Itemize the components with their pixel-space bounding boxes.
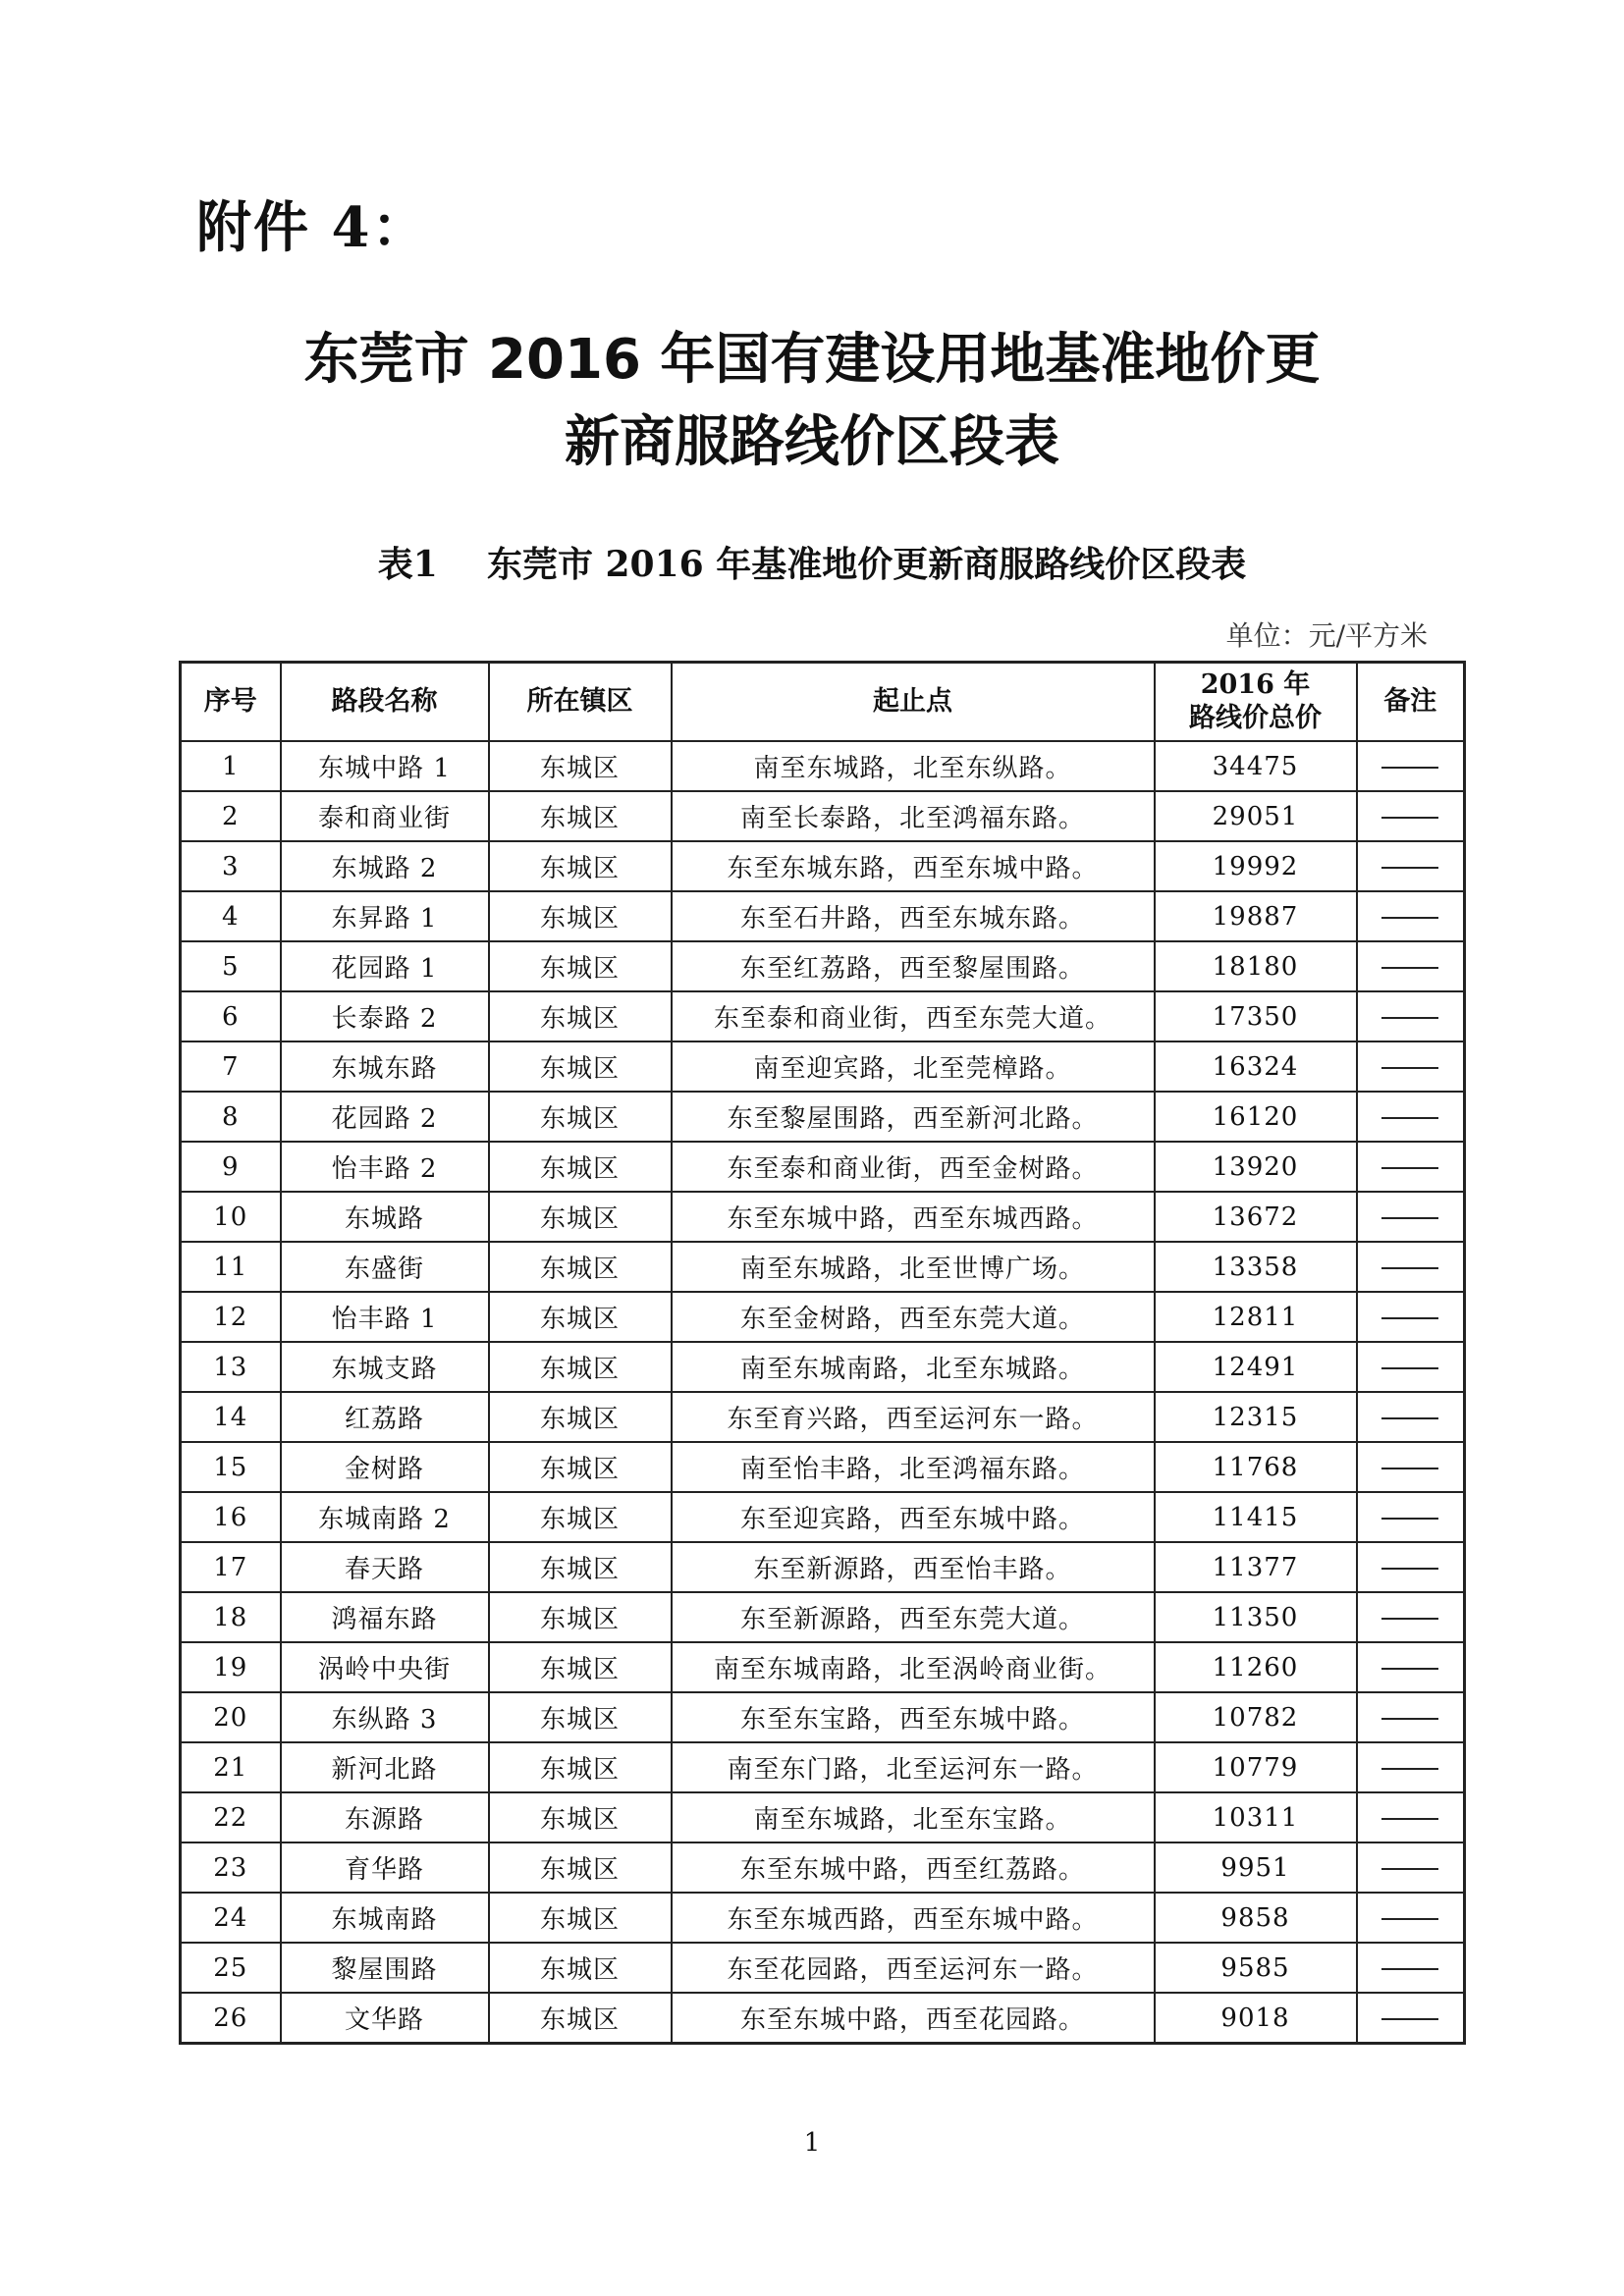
cell-district: 东城区 [489, 1492, 672, 1542]
remark-dash [1381, 1117, 1438, 1119]
remark-dash [1381, 817, 1438, 819]
cell-district: 东城区 [489, 1943, 672, 1993]
cell-index: 18 [181, 1592, 281, 1642]
cell-road-name: 东城东路 [281, 1041, 489, 1092]
cell-road-name: 东城南路 [281, 1893, 489, 1943]
remark-dash [1381, 867, 1438, 869]
cell-remark [1357, 941, 1465, 991]
remark-dash [1381, 1017, 1438, 1019]
cell-price: 17350 [1155, 991, 1357, 1041]
remark-dash [1381, 917, 1438, 919]
cell-remark [1357, 841, 1465, 891]
cell-index: 1 [181, 741, 281, 791]
cell-range: 南至东城路，北至东宝路。 [672, 1792, 1155, 1842]
table-row [181, 1242, 1465, 1292]
cell-range: 东至黎屋围路，西至新河北路。 [672, 1092, 1155, 1142]
remark-dash [1381, 1217, 1438, 1219]
cell-road-name: 怡丰路 2 [281, 1142, 489, 1192]
cell-remark [1357, 891, 1465, 941]
remark-dash [1381, 1918, 1438, 1920]
remark-dash [1381, 967, 1438, 969]
cell-range: 东至新源路，西至怡丰路。 [672, 1542, 1155, 1592]
cell-price: 11260 [1155, 1642, 1357, 1692]
cell-price: 11768 [1155, 1442, 1357, 1492]
cell-price: 11415 [1155, 1492, 1357, 1542]
cell-district: 东城区 [489, 1092, 672, 1142]
cell-road-name: 东纵路 3 [281, 1692, 489, 1742]
cell-range: 东至石井路，西至东城东路。 [672, 891, 1155, 941]
page-number: 1 [803, 2128, 821, 2158]
cell-range: 南至东城南路，北至东城路。 [672, 1342, 1155, 1392]
cell-price: 9018 [1155, 1993, 1357, 2044]
cell-road-name: 东城路 [281, 1192, 489, 1242]
table-row [181, 1842, 1465, 1893]
cell-range: 南至东城路，北至世博广场。 [672, 1242, 1155, 1292]
cell-district: 东城区 [489, 1642, 672, 1692]
cell-range: 东至泰和商业街，西至东莞大道。 [672, 991, 1155, 1041]
remark-dash [1381, 1167, 1438, 1169]
cell-district: 东城区 [489, 1292, 672, 1342]
table-row [181, 1943, 1465, 1993]
cell-road-name: 育华路 [281, 1842, 489, 1893]
cell-remark [1357, 791, 1465, 841]
cell-price: 11377 [1155, 1542, 1357, 1592]
cell-road-name: 黎屋围路 [281, 1943, 489, 1993]
cell-remark [1357, 1993, 1465, 2044]
cell-index: 20 [181, 1692, 281, 1742]
remark-dash [1381, 2018, 1438, 2020]
cell-price: 13672 [1155, 1192, 1357, 1242]
document-title-line-1: 东莞市 2016 年国有建设用地基准地价更 [303, 328, 1321, 392]
unit-note: 单位：元/平方米 [1225, 619, 1428, 652]
document-title-line-2: 新商服路线价区段表 [565, 410, 1059, 474]
column-header-price [1155, 663, 1357, 742]
cell-district: 东城区 [489, 1242, 672, 1292]
cell-road-name: 春天路 [281, 1542, 489, 1592]
cell-range: 南至东城南路，北至涡岭商业街。 [672, 1642, 1155, 1692]
cell-road-name: 鸿福东路 [281, 1592, 489, 1642]
table-row [181, 1092, 1465, 1142]
cell-district: 东城区 [489, 1993, 672, 2044]
cell-remark [1357, 1592, 1465, 1642]
cell-remark [1357, 1392, 1465, 1442]
cell-index: 17 [181, 1542, 281, 1592]
cell-road-name: 怡丰路 1 [281, 1292, 489, 1342]
cell-index: 10 [181, 1192, 281, 1242]
cell-range: 东至迎宾路，西至东城中路。 [672, 1492, 1155, 1542]
remark-dash [1381, 1868, 1438, 1870]
cell-road-name: 东城路 2 [281, 841, 489, 891]
table-row [181, 1592, 1465, 1642]
cell-road-name: 东城支路 [281, 1342, 489, 1392]
cell-remark [1357, 1893, 1465, 1943]
cell-price: 11350 [1155, 1592, 1357, 1642]
table-header-row [181, 663, 1465, 742]
cell-road-name: 花园路 2 [281, 1092, 489, 1142]
cell-range: 东至金树路，西至东莞大道。 [672, 1292, 1155, 1342]
cell-district: 东城区 [489, 1542, 672, 1592]
cell-price: 10311 [1155, 1792, 1357, 1842]
remark-dash [1381, 1968, 1438, 1970]
table-row [181, 1993, 1465, 2044]
cell-index: 6 [181, 991, 281, 1041]
cell-range: 东至花园路，西至运河东一路。 [672, 1943, 1155, 1993]
table-row [181, 1041, 1465, 1092]
cell-range: 东至东城中路，西至花园路。 [672, 1993, 1155, 2044]
remark-dash [1381, 1417, 1438, 1419]
cell-price: 12491 [1155, 1342, 1357, 1392]
cell-index: 23 [181, 1842, 281, 1893]
cell-price: 13920 [1155, 1142, 1357, 1192]
table-row [181, 1792, 1465, 1842]
cell-index: 13 [181, 1342, 281, 1392]
column-header-road: 路段名称 [281, 663, 489, 742]
cell-price: 9585 [1155, 1943, 1357, 1993]
cell-range: 南至东门路，北至运河东一路。 [672, 1742, 1155, 1792]
remark-dash [1381, 1367, 1438, 1369]
cell-remark [1357, 1092, 1465, 1142]
column-header-remark: 备注 [1357, 663, 1465, 742]
cell-district: 东城区 [489, 1142, 672, 1192]
cell-price: 12811 [1155, 1292, 1357, 1342]
cell-district: 东城区 [489, 741, 672, 791]
table-row [181, 1492, 1465, 1542]
cell-index: 7 [181, 1041, 281, 1092]
cell-district: 东城区 [489, 841, 672, 891]
cell-price: 18180 [1155, 941, 1357, 991]
cell-index: 25 [181, 1943, 281, 1993]
table-row [181, 841, 1465, 891]
cell-index: 22 [181, 1792, 281, 1842]
cell-district: 东城区 [489, 1192, 672, 1242]
cell-range: 南至怡丰路，北至鸿福东路。 [672, 1442, 1155, 1492]
cell-index: 26 [181, 1993, 281, 2044]
table-row [181, 1642, 1465, 1692]
cell-district: 东城区 [489, 791, 672, 841]
table-row [181, 1742, 1465, 1792]
column-header-price-line-1: 2016 年 [1200, 669, 1311, 700]
remark-dash [1381, 1818, 1438, 1820]
cell-district: 东城区 [489, 1792, 672, 1842]
cell-range: 南至长泰路，北至鸿福东路。 [672, 791, 1155, 841]
cell-price: 34475 [1155, 741, 1357, 791]
cell-remark [1357, 1792, 1465, 1842]
remark-dash [1381, 1618, 1438, 1620]
cell-road-name: 花园路 1 [281, 941, 489, 991]
cell-district: 东城区 [489, 991, 672, 1041]
cell-index: 24 [181, 1893, 281, 1943]
cell-district: 东城区 [489, 941, 672, 991]
table-row [181, 741, 1465, 791]
cell-index: 21 [181, 1742, 281, 1792]
cell-range: 东至育兴路，西至运河东一路。 [672, 1392, 1155, 1442]
cell-district: 东城区 [489, 1041, 672, 1092]
document-title [0, 319, 1624, 484]
cell-index: 12 [181, 1292, 281, 1342]
cell-remark [1357, 1142, 1465, 1192]
cell-road-name: 东昇路 1 [281, 891, 489, 941]
cell-range: 东至泰和商业街，西至金树路。 [672, 1142, 1155, 1192]
table-row [181, 791, 1465, 841]
cell-index: 16 [181, 1492, 281, 1542]
cell-district: 东城区 [489, 1742, 672, 1792]
cell-road-name: 红荔路 [281, 1392, 489, 1442]
cell-range: 东至东城西路，西至东城中路。 [672, 1893, 1155, 1943]
cell-range: 东至东城中路，西至东城西路。 [672, 1192, 1155, 1242]
cell-remark [1357, 1842, 1465, 1893]
cell-remark [1357, 1342, 1465, 1392]
cell-price: 13358 [1155, 1242, 1357, 1292]
table-row [181, 941, 1465, 991]
cell-index: 8 [181, 1092, 281, 1142]
cell-road-name: 涡岭中央街 [281, 1642, 489, 1692]
cell-remark [1357, 1642, 1465, 1692]
cell-district: 东城区 [489, 1392, 672, 1442]
cell-price: 9858 [1155, 1893, 1357, 1943]
road-price-table [179, 661, 1466, 2045]
cell-price: 16120 [1155, 1092, 1357, 1142]
table-row [181, 991, 1465, 1041]
cell-district: 东城区 [489, 1342, 672, 1392]
table-row [181, 1692, 1465, 1742]
cell-remark [1357, 1492, 1465, 1542]
cell-remark [1357, 1742, 1465, 1792]
cell-district: 东城区 [489, 1842, 672, 1893]
cell-road-name: 新河北路 [281, 1742, 489, 1792]
remark-dash [1381, 767, 1438, 769]
cell-index: 3 [181, 841, 281, 891]
cell-remark [1357, 741, 1465, 791]
cell-remark [1357, 1943, 1465, 1993]
cell-district: 东城区 [489, 1692, 672, 1742]
cell-range: 东至东宝路，西至东城中路。 [672, 1692, 1155, 1742]
cell-road-name: 长泰路 2 [281, 991, 489, 1041]
table-row [181, 1442, 1465, 1492]
column-header-index: 序号 [181, 663, 281, 742]
cell-remark [1357, 991, 1465, 1041]
cell-price: 16324 [1155, 1041, 1357, 1092]
cell-range: 东至东城东路，西至东城中路。 [672, 841, 1155, 891]
cell-index: 4 [181, 891, 281, 941]
cell-price: 12315 [1155, 1392, 1357, 1442]
table-row [181, 1292, 1465, 1342]
remark-dash [1381, 1067, 1438, 1069]
table-caption: 表1 东莞市 2016 年基准地价更新商服路线价区段表 [377, 544, 1247, 585]
table-row [181, 1893, 1465, 1943]
cell-index: 5 [181, 941, 281, 991]
cell-price: 10782 [1155, 1692, 1357, 1742]
remark-dash [1381, 1768, 1438, 1770]
cell-remark [1357, 1692, 1465, 1742]
cell-remark [1357, 1192, 1465, 1242]
cell-district: 东城区 [489, 1893, 672, 1943]
cell-range: 南至迎宾路，北至莞樟路。 [672, 1041, 1155, 1092]
cell-price: 10779 [1155, 1742, 1357, 1792]
table-row [181, 1342, 1465, 1392]
cell-road-name: 东盛街 [281, 1242, 489, 1292]
table-row [181, 1192, 1465, 1242]
cell-index: 19 [181, 1642, 281, 1692]
cell-price: 19887 [1155, 891, 1357, 941]
remark-dash [1381, 1468, 1438, 1469]
cell-range: 东至新源路，西至东莞大道。 [672, 1592, 1155, 1642]
table-row [181, 1142, 1465, 1192]
cell-district: 东城区 [489, 1592, 672, 1642]
table-row [181, 1392, 1465, 1442]
cell-price: 29051 [1155, 791, 1357, 841]
cell-district: 东城区 [489, 1442, 672, 1492]
cell-remark [1357, 1442, 1465, 1492]
table-row [181, 891, 1465, 941]
cell-road-name: 东城南路 2 [281, 1492, 489, 1542]
remark-dash [1381, 1518, 1438, 1520]
cell-index: 14 [181, 1392, 281, 1442]
table-row [181, 1542, 1465, 1592]
cell-road-name: 文华路 [281, 1993, 489, 2044]
remark-dash [1381, 1267, 1438, 1269]
column-header-range: 起止点 [672, 663, 1155, 742]
cell-road-name: 泰和商业街 [281, 791, 489, 841]
cell-index: 15 [181, 1442, 281, 1492]
cell-remark [1357, 1542, 1465, 1592]
cell-price: 19992 [1155, 841, 1357, 891]
column-header-price-line-2: 路线价总价 [1189, 703, 1322, 733]
remark-dash [1381, 1568, 1438, 1570]
cell-district: 东城区 [489, 891, 672, 941]
cell-range: 南至东城路，北至东纵路。 [672, 741, 1155, 791]
remark-dash [1381, 1668, 1438, 1670]
table-body [181, 741, 1465, 2044]
cell-index: 9 [181, 1142, 281, 1192]
remark-dash [1381, 1718, 1438, 1720]
cell-index: 11 [181, 1242, 281, 1292]
cell-index: 2 [181, 791, 281, 841]
cell-road-name: 金树路 [281, 1442, 489, 1492]
cell-remark [1357, 1292, 1465, 1342]
cell-range: 东至红荔路，西至黎屋围路。 [672, 941, 1155, 991]
cell-remark [1357, 1242, 1465, 1292]
remark-dash [1381, 1317, 1438, 1319]
cell-road-name: 东源路 [281, 1792, 489, 1842]
attachment-label: 附件 4： [196, 195, 429, 260]
cell-remark [1357, 1041, 1465, 1092]
cell-price: 9951 [1155, 1842, 1357, 1893]
cell-range: 东至东城中路，西至红荔路。 [672, 1842, 1155, 1893]
cell-road-name: 东城中路 1 [281, 741, 489, 791]
column-header-district: 所在镇区 [489, 663, 672, 742]
